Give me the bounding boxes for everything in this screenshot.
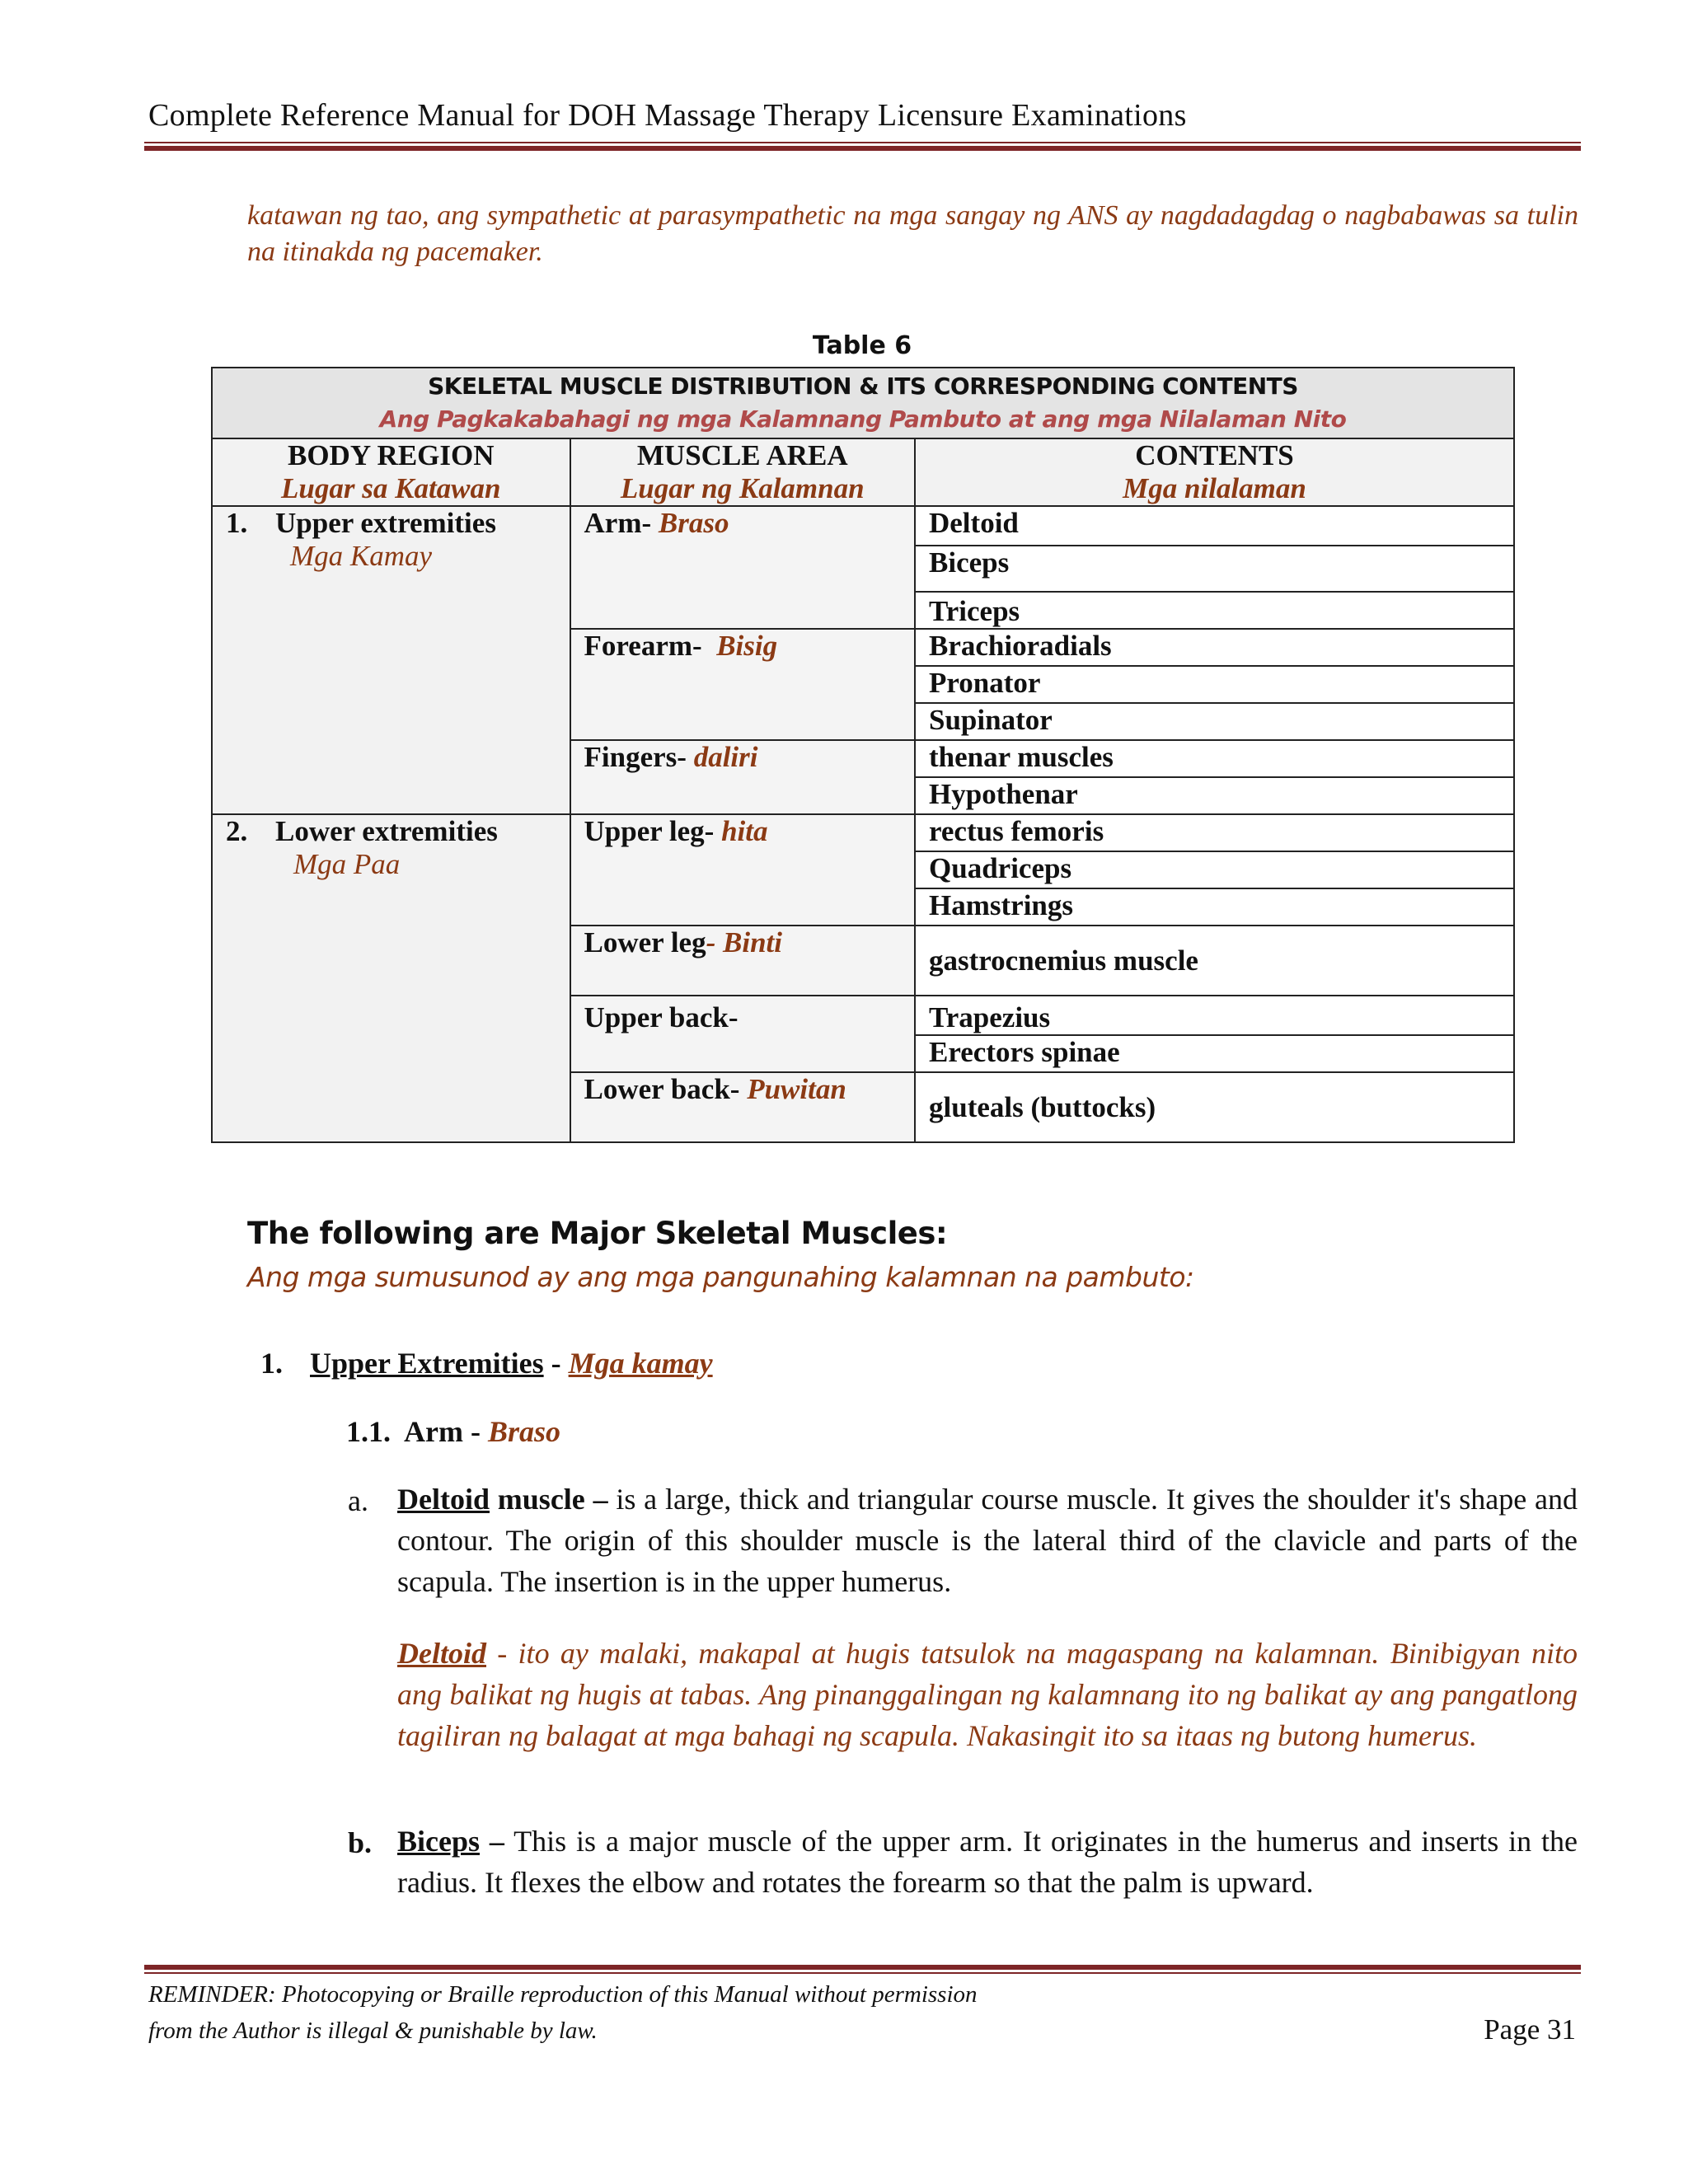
- running-header: Complete Reference Manual for DOH Massage Therapy Licensure Examinations: [148, 98, 1187, 133]
- content-item: Quadriceps: [915, 851, 1514, 888]
- area-arm: Arm- Braso: [570, 506, 915, 629]
- content-item: Hamstrings: [915, 888, 1514, 926]
- table-row: [212, 814, 1514, 851]
- table-title-row: [212, 368, 1514, 438]
- deltoid-paragraph-en: Deltoid muscle – is a large, thick and triangular course muscle. It gives the shoulder it's shape and contour. The origin of this shoulder muscle is the lateral third of the clavicle and parts of the scapula. The insertion is in the upper humerus.: [397, 1483, 1578, 1598]
- deltoid-marker: a.: [348, 1484, 368, 1517]
- table-title-tl: Ang Pagkakabahagi ng mga Kalamnang Pambuto at ang mga Nilalaman Nito: [379, 405, 1347, 433]
- area-upper-back: Upper back-: [570, 996, 915, 1072]
- intro-paragraph: katawan ng tao, ang sympathetic at parasympathetic na mga sangay ng ANS ay nagdadagdag o nagbabawas sa tulin na itinakda ng pacemaker.: [247, 200, 1578, 267]
- content-item: Pronator: [915, 666, 1514, 703]
- content-item: thenar muscles: [915, 740, 1514, 777]
- content-item: gastrocnemius muscle: [915, 926, 1514, 996]
- table-caption: Table 6: [812, 331, 912, 360]
- list-item-arm: 1.1. Arm - Braso: [346, 1415, 561, 1448]
- content-item: Supinator: [915, 703, 1514, 740]
- content-item: rectus femoris: [915, 814, 1514, 851]
- table-title-cell: [212, 368, 1514, 438]
- list-item-upper-extremities: 1. Upper Extremities - Mga kamay: [260, 1347, 713, 1380]
- deltoid-paragraph-tl: Deltoid - ito ay malaki, makapal at hugis tatsulok na magaspang na kalamnan. Binibigyan nito ang balikat ng hugis at tabas. Ang pinanggalingan ng kalamnang ito ng balikat ay ang pangatlong tagiliran ng balagat at mga bahagi ng scapula. Nakasingit ito sa itaas ng butong humerus.: [397, 1637, 1578, 1752]
- section-heading: The following are Major Skeletal Muscles:: [247, 1216, 948, 1251]
- table-header-row: [212, 438, 1514, 506]
- content-item: Hypothenar: [915, 777, 1514, 814]
- footer-reminder-line2: from the Author is illegal & punishable by law.: [148, 2018, 598, 2044]
- section-subheading: Ang mga sumusunod ay ang mga pangunahing kalamnan na pambuto:: [247, 1261, 1194, 1293]
- header-contents: CONTENTS Mga nilalaman: [915, 438, 1514, 506]
- content-item: gluteals (buttocks): [915, 1072, 1514, 1142]
- area-upper-leg: Upper leg- hita: [570, 814, 915, 926]
- region-lower-extremities: 2. Lower extremities Mga Paa: [212, 814, 570, 1142]
- area-forearm: Forearm- Bisig: [570, 629, 915, 740]
- table-title-en: SKELETAL MUSCLE DISTRIBUTION & ITS CORRESPONDING CONTENTS: [428, 373, 1298, 400]
- content-item: Biceps: [915, 546, 1514, 592]
- header-muscle-area: MUSCLE AREA Lugar ng Kalamnan: [570, 438, 915, 506]
- region-upper-extremities: 1. Upper extremities Mga Kamay: [212, 506, 570, 814]
- content-item: Triceps: [915, 592, 1514, 629]
- content-item: Trapezius: [915, 996, 1514, 1035]
- content-item: Brachioradials: [915, 629, 1514, 666]
- biceps-marker: b.: [348, 1826, 373, 1859]
- header-rule-thick: [144, 146, 1581, 151]
- area-fingers: Fingers- daliri: [570, 740, 915, 814]
- page-number: Page 31: [1484, 2013, 1576, 2046]
- muscle-distribution-table: [211, 367, 1515, 1143]
- area-lower-back: Lower back- Puwitan: [570, 1072, 915, 1142]
- content-item: Deltoid: [915, 506, 1514, 546]
- header-body-region: BODY REGION Lugar sa Katawan: [212, 438, 570, 506]
- table-row: [212, 506, 1514, 546]
- footer-reminder-line1: REMINDER: Photocopying or Braille reproduction of this Manual without permission: [148, 1981, 978, 2008]
- biceps-paragraph: Biceps – This is a major muscle of the upper arm. It originates in the humerus and inserts in the radius. It flexes the elbow and rotates the forearm so that the palm is upward.: [397, 1825, 1578, 1899]
- area-lower-leg: Lower leg- Binti: [570, 926, 915, 996]
- footer-rule-thick: [144, 1965, 1581, 1970]
- footer-rule-thin: [144, 1972, 1581, 1974]
- header-rule-thin: [144, 142, 1581, 143]
- content-item: Erectors spinae: [915, 1035, 1514, 1072]
